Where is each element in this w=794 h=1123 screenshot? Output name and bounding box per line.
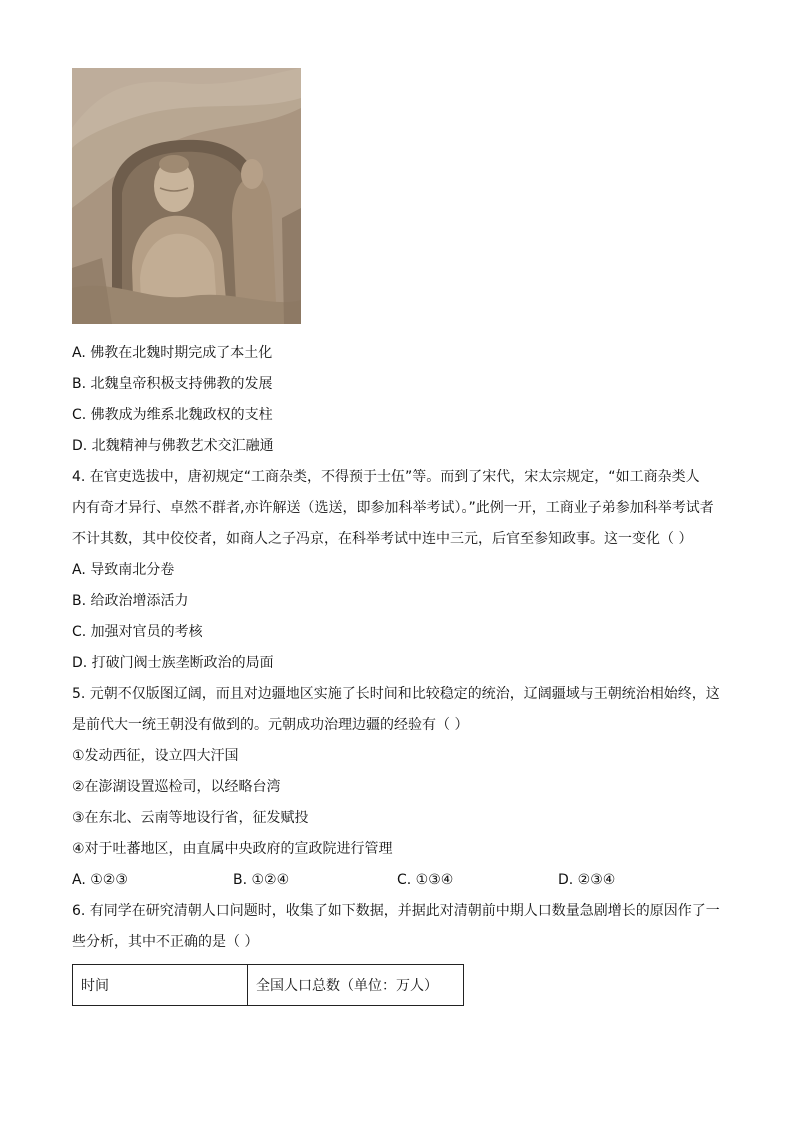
table-header-row — [73, 965, 464, 1006]
q3-option-d[interactable]: D. 北魏精神与佛教艺术交汇融通 — [72, 438, 274, 454]
q4-stem-line-2: 内有奇才异行、卓然不群者,亦许解送（选送，即参加科举考试）。”此例一开，工商业子弟参加科举考试者 — [72, 500, 714, 516]
q5-item-2: ②在澎湖设置巡检司，以经略台湾 — [72, 779, 281, 795]
population-table — [72, 964, 464, 1006]
q3-option-b[interactable]: B. 北魏皇帝积极支持佛教的发展 — [72, 376, 273, 392]
q3-option-a[interactable]: A. 佛教在北魏时期完成了本土化 — [72, 345, 273, 361]
exam-page — [72, 68, 722, 1006]
q4-option-b[interactable]: B. 给政治增添活力 — [72, 593, 189, 609]
q4-option-a[interactable]: A. 导致南北分卷 — [72, 562, 175, 578]
q5-item-1: ①发动西征，设立四大汗国 — [72, 748, 239, 764]
q6-stem-line-1: 6. 有同学在研究清朝人口问题时，收集了如下数据，并据此对清朝前中期人口数量急剧增长的原因作了一 — [72, 903, 720, 919]
q5-item-3: ③在东北、云南等地设行省，征发赋投 — [72, 810, 309, 826]
q3-option-c[interactable]: C. 佛教成为维系北魏政权的支柱 — [72, 407, 273, 423]
q5-choice-c[interactable]: C. ①③④ — [397, 872, 454, 888]
q5-stem-line-1: 5. 元朝不仅版图辽阔，而且对边疆地区实施了长时间和比较稳定的统治，辽阔疆域与王朝统治相始终，这 — [72, 686, 720, 702]
q5-choice-a[interactable]: A. ①②③ — [72, 872, 128, 888]
buddha-statue-illustration — [72, 68, 301, 324]
q5-choice-d[interactable]: D. ②③④ — [558, 872, 616, 888]
q4-stem-line-3: 不计其数，其中佼佼者，如商人之子冯京，在科举考试中连中三元，后官至参知政事。这一变化（ ） — [72, 531, 693, 547]
grotto-buddha-photo — [72, 68, 301, 324]
q4-stem-line-1: 4. 在官吏选拔中，唐初规定“工商杂类，不得预于士伍”等。而到了宋代，宋太宗规定，“如工商杂类人 — [72, 469, 700, 485]
q5-choices — [72, 865, 722, 896]
q5-choice-b[interactable]: B. ①②④ — [233, 872, 290, 888]
q5-item-4: ④对于吐蕃地区，由直属中央政府的宣政院进行管理 — [72, 841, 393, 857]
q4-option-d[interactable]: D. 打破门阀士族垄断政治的局面 — [72, 655, 274, 671]
q4-option-c[interactable]: C. 加强对官员的考核 — [72, 624, 203, 640]
table-header-population: 全国人口总数（单位：万人） — [248, 965, 464, 1006]
table-header-time: 时间 — [73, 965, 248, 1006]
q5-stem-line-2: 是前代大一统王朝没有做到的。元朝成功治理边疆的经验有（ ） — [72, 717, 469, 733]
q6-stem-line-2: 些分析，其中不正确的是（ ） — [72, 934, 259, 950]
